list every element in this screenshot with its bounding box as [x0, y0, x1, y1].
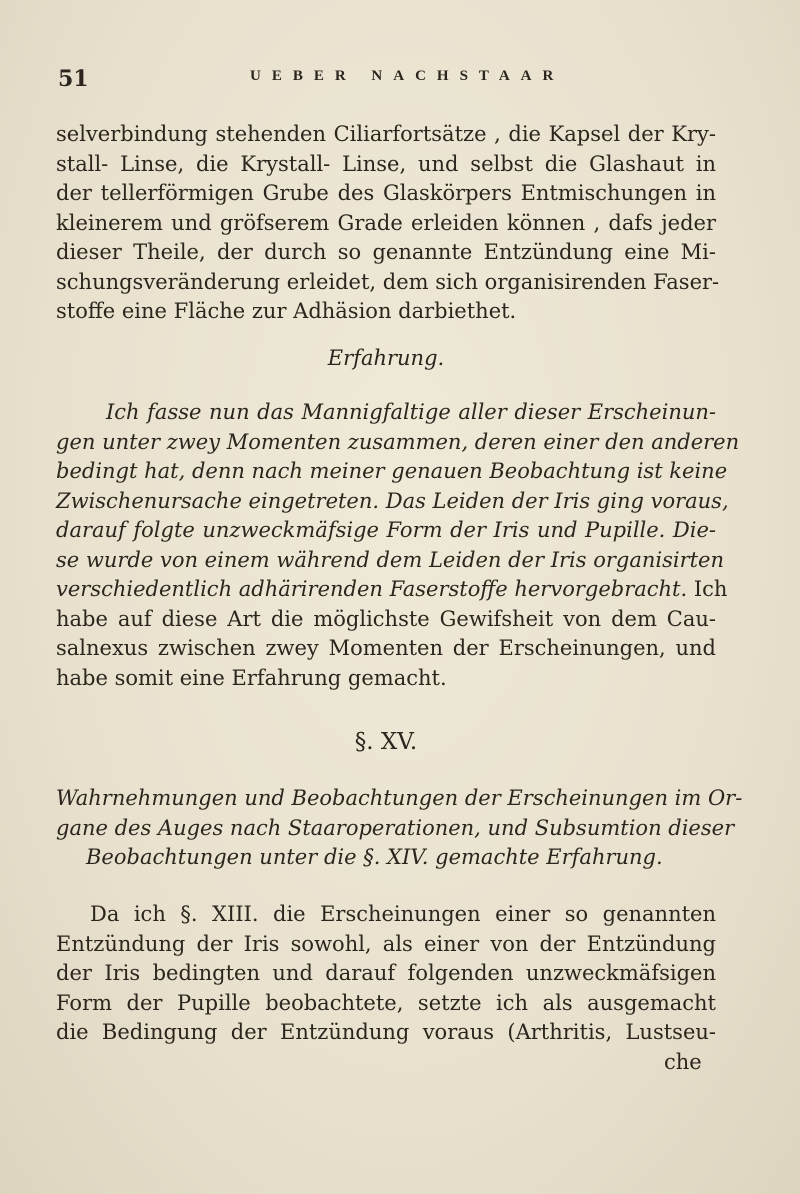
text-line: Form der Pupille beobachtete, setzte ich als ausgemacht — [56, 990, 716, 1015]
paragraph-3 — [56, 900, 716, 1048]
text-line — [56, 575, 728, 605]
roman-segment: Ich — [693, 577, 728, 601]
text-line: dieser Theile, der durch so genannte Entzündung eine Mi- — [56, 240, 716, 264]
text-line: die Bedingung der Entzündung voraus (Arthritis, Lustseu- — [56, 1020, 716, 1044]
text-line: salnexus zwischen zwey Momenten der Erscheinungen, und — [56, 636, 716, 660]
section-title — [56, 784, 743, 873]
section-number-block — [56, 728, 716, 758]
text-line: bedingt hat, denn nach meiner genauen Beobachtung ist keine — [56, 459, 728, 483]
heading-erfahrung-block — [56, 344, 716, 374]
text-line: stoffe eine Fläche zur Adhäsion darbiethet. — [56, 299, 517, 323]
text-line: Entzündung der Iris sowohl, als einer von der Entzündung — [56, 931, 716, 956]
page-number: 51 — [58, 66, 89, 92]
heading-erfahrung: Erfahrung. — [327, 346, 445, 370]
text-line: habe somit eine Erfahrung gemacht. — [56, 665, 447, 690]
paragraph-1 — [56, 120, 720, 327]
text-line: schungsveränderung erleidet, dem sich organisirenden Faser- — [56, 269, 720, 294]
text-line: kleinerem und gröfserem Grade erleiden können , dafs jeder — [56, 210, 716, 235]
text-line: Ich fasse nun das Mannigfaltige aller dieser Erscheinun- — [106, 400, 716, 424]
section-title-line: Wahrnehmungen und Beobachtungen der Erscheinungen im Or- — [56, 786, 743, 810]
catchword: che — [664, 1050, 702, 1074]
running-head: UEBER NACHSTAAR — [250, 68, 565, 84]
section-title-line: gane des Auges nach Staaroperationen, und Subsumtion dieser — [56, 815, 735, 840]
section-title-line: Beobachtungen unter die §. XIV. gemachte Erfahrung. — [86, 845, 663, 869]
text-line: Zwischenursache eingetreten. Das Leiden der Iris ging voraus, — [56, 488, 729, 513]
text-line: habe auf diese Art die möglichste Gewifsheit von dem Cau- — [56, 606, 716, 631]
page-header — [0, 66, 800, 96]
text-line: der Iris bedingten und darauf folgenden unzweckmäfsigen — [56, 961, 716, 985]
section-number: §. XV. — [354, 729, 418, 755]
italic-segment: verschiedentlich adhärirenden Faserstoffe hervorgebracht. — [56, 577, 688, 601]
text-line: gen unter zwey Momenten zusammen, deren einer den anderen — [56, 429, 740, 454]
text-line: darauf folgte unzweckmäfsige Form der Iris und Pupille. Die- — [56, 518, 716, 542]
text-line: der tellerförmigen Grube des Glaskörpers Entmischungen in — [56, 181, 716, 205]
text-line: Da ich §. XIII. die Erscheinungen einer so genannten — [90, 902, 716, 926]
paragraph-2 — [56, 398, 740, 693]
text-line: stall- Linse, die Krystall- Linse, und selbst die Glashaut in — [56, 151, 716, 176]
text-line: selverbindung stehenden Ciliarfortsätze , die Kapsel der Kry- — [56, 122, 716, 146]
text-line: se wurde von einem während dem Leiden der Iris organisirten — [56, 547, 725, 572]
